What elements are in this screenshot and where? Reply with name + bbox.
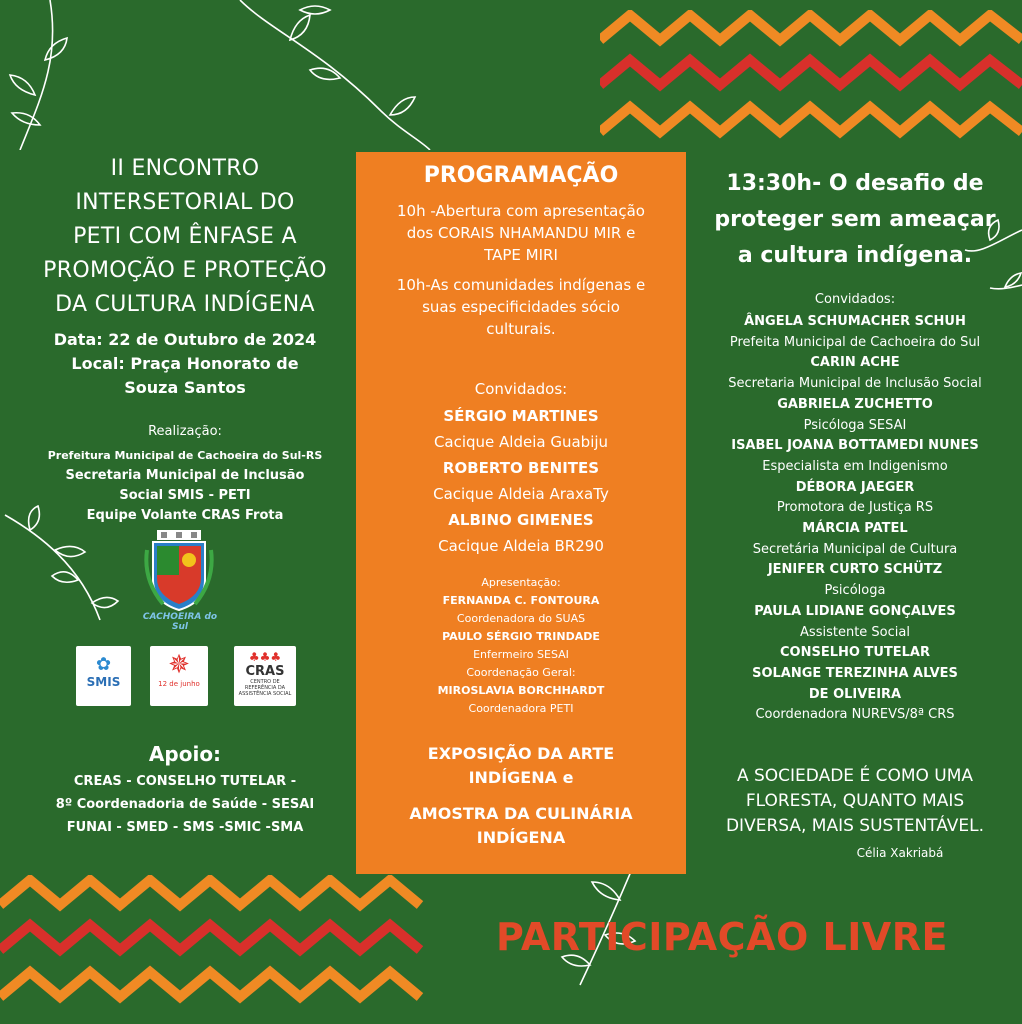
partner-logos <box>76 646 306 708</box>
programacao-line: 10h -Abertura com apresentação <box>397 202 645 220</box>
guest-name: MÁRCIA PATEL <box>802 521 908 537</box>
apoio-item: CREAS - CONSELHO TUTELAR - <box>73 774 297 789</box>
quote-line: A SOCIEDADE É COMO UMA <box>736 766 974 786</box>
vine-top-left-icon <box>0 0 440 150</box>
realizacao-item: Social SMIS - PETI <box>119 488 251 503</box>
guest-role: Cacique Aldeia BR290 <box>438 537 604 555</box>
guest-role: Especialista em Indigenismo <box>762 458 948 474</box>
title-line: PROMOÇÃO E PROTEÇÃO <box>43 258 327 283</box>
right-convidados-heading: Convidados: <box>814 292 896 307</box>
programacao-title: PROGRAMAÇÃO <box>423 163 619 188</box>
guest-role: Psicóloga SESAI <box>803 417 907 433</box>
realizacao-heading: Realização: <box>148 424 222 439</box>
smis-logo <box>76 646 131 706</box>
realizacao-item: Prefeitura Municipal de Cachoeira do Sul-RS <box>47 449 323 462</box>
exposicao-line: INDÍGENA e <box>468 768 574 787</box>
pinwheel-label: 12 de junho <box>158 680 200 688</box>
realizacao-item: Equipe Volante CRAS Frota <box>86 508 284 523</box>
coordenacao-heading: Coordenação Geral: <box>466 666 576 679</box>
programacao-line: TAPE MIRI <box>484 246 558 264</box>
title-line: DA CULTURA INDÍGENA <box>55 292 315 317</box>
guest-role: Coordenadora NUREVS/8ª CRS <box>755 707 955 723</box>
coordinator-name: MIROSLAVIA BORCHHARDT <box>437 684 605 697</box>
guest-name: GABRIELA ZUCHETTO <box>777 396 933 412</box>
city-crest-logo <box>143 530 215 612</box>
realizacao-list <box>20 446 350 526</box>
guest-name: ÂNGELA SCHUMACHER SCHUH <box>744 314 966 329</box>
coordinator-role: Coordenadora PETI <box>468 702 574 715</box>
apoio-item: 8º Coordenadoria de Saúde - SESAI <box>55 797 315 812</box>
guest-role: Secretaria Municipal de Inclusão Social <box>728 376 982 392</box>
realizacao-item: Secretaria Municipal de Inclusão <box>65 468 305 483</box>
afternoon-title <box>690 166 1020 274</box>
event-info <box>20 328 350 400</box>
guest-role: Prefeita Municipal de Cachoeira do Sul <box>729 334 981 350</box>
guest-name: DÉBORA JAEGER <box>795 479 915 495</box>
crest-caption: CACHOEIRA do Sul <box>142 612 218 632</box>
guest-name: PAULA LIDIANE GONÇALVES <box>754 603 956 619</box>
convidados-heading: Convidados: <box>474 380 568 398</box>
guest-role: Psicóloga <box>824 583 886 599</box>
exposicao-block <box>356 742 686 850</box>
guest-name: ROBERTO BENITES <box>442 459 600 477</box>
guest-name: SOLANGE TEREZINHA ALVES <box>752 665 958 681</box>
programacao-line: suas especificidades sócio <box>422 298 620 316</box>
quote-line: FLORESTA, QUANTO MAIS <box>745 791 965 811</box>
afternoon-title-line: proteger sem ameaçar <box>714 207 996 232</box>
zigzag-bottom-left-decoration <box>0 875 440 1024</box>
guest-name: SÉRGIO MARTINES <box>443 407 599 425</box>
smis-icon: ✿ <box>95 654 112 675</box>
programacao-items <box>356 200 686 340</box>
apoio-heading: Apoio: <box>148 742 222 766</box>
smis-label: SMIS <box>86 675 121 689</box>
right-guest-list <box>690 312 1020 726</box>
apoio-item: FUNAI - SMED - SMS -SMIC -SMA <box>66 820 304 835</box>
apresentacao-block <box>356 574 686 718</box>
cras-logo <box>234 646 296 706</box>
presenter-role: Enfermeiro SESAI <box>473 648 569 661</box>
quote-author: Célia Xakriabá <box>856 846 944 860</box>
programacao-line: culturais. <box>486 320 556 338</box>
event-local: Local: Praça Honorato de <box>71 354 299 373</box>
event-local: Souza Santos <box>124 378 246 397</box>
guest-role: Secretária Municipal de Cultura <box>752 541 958 557</box>
guest-role: Assistente Social <box>800 624 910 640</box>
cras-sub-label: CENTRO DE REFERÊNCIA DA ASSISTÊNCIA SOCIAL <box>238 679 292 697</box>
exposicao-line: INDÍGENA <box>476 828 566 847</box>
programacao-line: dos CORAIS NHAMANDU MIR e <box>406 224 636 242</box>
programacao-line: 10h-As comunidades indígenas e <box>396 276 646 294</box>
quote-text <box>690 764 1020 839</box>
exposicao-line: EXPOSIÇÃO DA ARTE <box>427 744 615 763</box>
cras-people-icon: ♣♣♣ <box>248 650 282 664</box>
guest-role: Cacique Aldeia Guabiju <box>433 433 609 451</box>
event-date: Data: 22 de Outubro de 2024 <box>53 330 317 349</box>
guest-name: ISABEL JOANA BOTTAMEDI NUNES <box>731 438 979 454</box>
event-title <box>20 152 350 322</box>
afternoon-title-line: a cultura indígena. <box>737 243 973 268</box>
guest-name: CARIN ACHE <box>810 355 900 371</box>
guest-role: Promotora de Justiça RS <box>776 500 934 516</box>
convidados-list <box>356 403 686 559</box>
guest-name: ALBINO GIMENES <box>448 511 594 529</box>
afternoon-title-line: 13:30h- O desafio de <box>726 171 984 196</box>
guest-name: CONSELHO TUTELAR <box>780 645 930 661</box>
cras-label: CRAS <box>245 664 285 679</box>
participacao-livre-banner: PARTICIPAÇÃO LIVRE <box>496 915 948 959</box>
title-line: INTERSETORIAL DO <box>75 190 295 215</box>
pinwheel-icon: ✵ <box>168 650 190 680</box>
apresentacao-heading: Apresentação: <box>481 576 561 589</box>
exposicao-line: AMOSTRA DA CULINÁRIA <box>409 804 633 823</box>
guest-role: Cacique Aldeia AraxaTy <box>433 485 609 503</box>
zigzag-top-right-decoration <box>600 10 1022 150</box>
guest-name: JENIFER CURTO SCHÜTZ <box>767 562 943 578</box>
quote-line: DIVERSA, MAIS SUSTENTÁVEL. <box>725 816 985 836</box>
title-line: II ENCONTRO <box>110 156 260 181</box>
guest-name: DE OLIVEIRA <box>808 686 902 702</box>
apoio-list <box>20 770 350 839</box>
pinwheel-logo <box>150 646 208 706</box>
presenter-name: FERNANDA C. FONTOURA <box>442 594 600 607</box>
presenter-name: PAULO SÉRGIO TRINDADE <box>442 630 600 643</box>
presenter-role: Coordenadora do SUAS <box>456 612 586 625</box>
title-line: PETI COM ÊNFASE A <box>73 224 297 249</box>
